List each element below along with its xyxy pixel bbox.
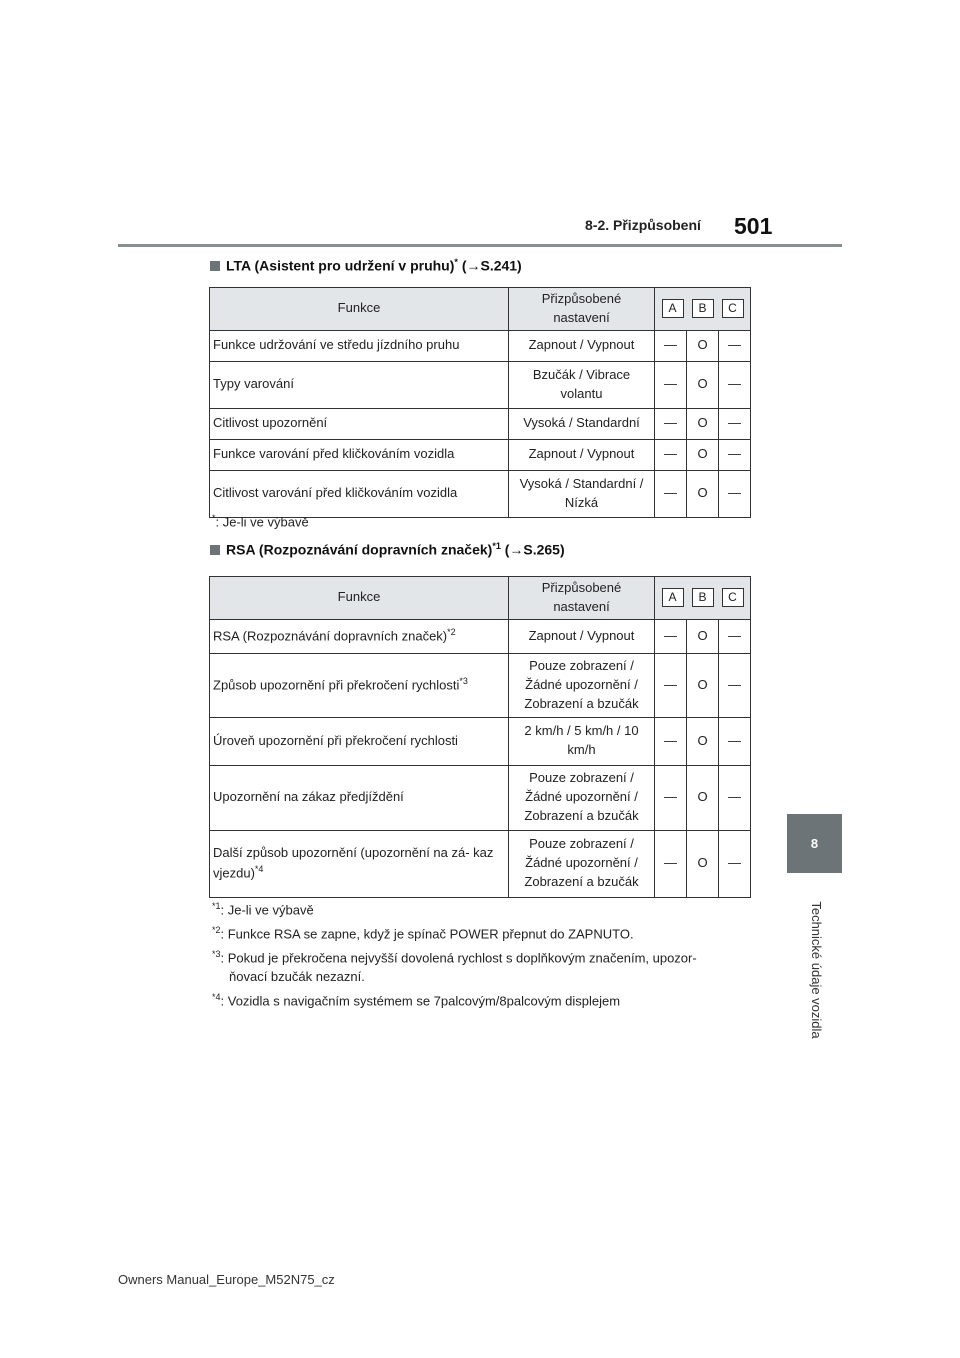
mark-c: — [719, 330, 751, 361]
square-bullet-icon [210, 261, 220, 271]
mark-b: O [687, 619, 719, 653]
footnote-text: : Pokud je překročena nejvyšší dovolená rychlost s doplňkovým značením, upozor- [220, 949, 697, 965]
lta-title-footnote: * [454, 257, 458, 267]
table-row [210, 439, 751, 470]
function-label: Citlivost upozornění [213, 415, 328, 431]
mark-a: — [655, 619, 687, 653]
page-number: 501 [734, 213, 773, 239]
function-cell [210, 830, 509, 897]
mark-a: — [655, 408, 687, 439]
mark-a: — [655, 830, 687, 897]
function-cell [210, 765, 509, 830]
abc-box-c: C [722, 588, 744, 607]
function-cell [210, 619, 509, 653]
mark-c: — [719, 470, 751, 517]
mark-c: — [719, 408, 751, 439]
rsa-table [209, 576, 751, 898]
setting-cell: Zapnout / Vypnout [509, 330, 655, 361]
function-label: Upozornění na zákaz předjíždění [213, 789, 404, 805]
col-setting: Přizpůsobené nastavení [509, 288, 655, 331]
rsa-footnotes [212, 900, 752, 1015]
lta-heading [210, 257, 522, 274]
setting-cell: Zapnout / Vypnout [509, 619, 655, 653]
mark-b: O [687, 330, 719, 361]
setting-cell: 2 km/h / 5 km/h / 10 km/h [509, 717, 655, 765]
section-title: 8-2. Přizpůsobení [585, 217, 701, 233]
mark-b: O [687, 361, 719, 408]
mark-a: — [655, 717, 687, 765]
footnote-item [212, 924, 752, 944]
mark-c: — [719, 361, 751, 408]
function-label: Funkce udržování ve středu jízdního pruhu [213, 337, 460, 353]
function-cell [210, 408, 509, 439]
rsa-title-footnote: *1 [492, 541, 501, 551]
mark-a: — [655, 439, 687, 470]
mark-c: — [719, 619, 751, 653]
lta-table [209, 287, 751, 518]
header-divider [118, 244, 842, 247]
lta-title: LTA (Asistent pro udržení v pruhu) [226, 257, 455, 274]
footnote-item [212, 991, 752, 1011]
function-label: Citlivost varování před kličkováním vozidla [213, 485, 458, 501]
table-row [210, 653, 751, 717]
footnote-item [212, 948, 752, 987]
function-label: RSA (Rozpoznávání dopravních značek) [213, 628, 448, 644]
setting-cell: Zapnout / Vypnout [509, 439, 655, 470]
chapter-tab-label: Technické údaje vozidla [809, 901, 824, 1039]
mark-c: — [719, 653, 751, 717]
col-function: Funkce [210, 288, 509, 331]
lta-page-ref[interactable]: (→S.241) [461, 257, 522, 274]
table-row [210, 830, 751, 897]
function-label: Funkce varování před kličkováním vozidla [213, 446, 455, 462]
row-footnote-mark: *3 [459, 676, 468, 687]
function-label: Typy varování [213, 376, 294, 392]
setting-cell: Pouze zobrazení / Žádné upozornění / Zobrazení a bzučák [509, 830, 655, 897]
rsa-heading [210, 541, 565, 558]
abc-box-a: A [662, 299, 684, 318]
footnote-continuation: ňovací bzučák nezazní. [229, 969, 365, 985]
footnote-text: : Je-li ve výbavě [220, 902, 314, 918]
col-setting: Přizpůsobené nastavení [509, 577, 655, 620]
table-row [210, 330, 751, 361]
function-label: Úroveň upozornění při překročení rychlosti [213, 732, 458, 748]
footnote-mark: *2 [212, 924, 221, 935]
mark-b: O [687, 439, 719, 470]
setting-cell: Vysoká / Standardní [509, 408, 655, 439]
abc-box-a: A [662, 588, 684, 607]
abc-box-b: B [692, 588, 714, 607]
setting-cell: Pouze zobrazení / Žádné upozornění / Zobrazení a bzučák [509, 653, 655, 717]
setting-cell: Bzučák / Vibrace volantu [509, 361, 655, 408]
row-footnote-mark: *2 [447, 627, 456, 638]
square-bullet-icon [210, 545, 220, 555]
footnote-mark: * [212, 513, 216, 523]
chapter-tab-number: 8 [787, 814, 842, 873]
mark-b: O [687, 717, 719, 765]
mark-b: O [687, 765, 719, 830]
footnote-item [212, 900, 752, 920]
footnote-mark: *1 [212, 901, 221, 911]
footnote-mark: *4 [212, 991, 221, 1002]
setting-cell: Vysoká / Standardní / Nízká [509, 470, 655, 517]
mark-a: — [655, 361, 687, 408]
table-row [210, 717, 751, 765]
function-cell [210, 470, 509, 517]
rsa-page-ref[interactable]: (→S.265) [504, 541, 565, 558]
col-function: Funkce [210, 577, 509, 620]
col-abc [655, 288, 751, 331]
footnote-text: : Je-li ve výbavě [215, 514, 309, 530]
mark-a: — [655, 653, 687, 717]
table-row [210, 619, 751, 653]
mark-c: — [719, 717, 751, 765]
mark-c: — [719, 830, 751, 897]
footnote-text: : Vozidla s navigačním systémem se 7palcovým/8palcovým displejem [220, 993, 621, 1009]
row-footnote-mark: *4 [254, 864, 264, 875]
mark-b: O [687, 653, 719, 717]
lta-footnote [212, 512, 752, 532]
function-cell [210, 717, 509, 765]
mark-a: — [655, 470, 687, 517]
setting-cell: Pouze zobrazení / Žádné upozornění / Zobrazení a bzučák [509, 765, 655, 830]
table-row [210, 361, 751, 408]
footnote-text: : Funkce RSA se zapne, když je spínač POWER přepnut do ZAPNUTO. [220, 926, 634, 942]
function-label: Způsob upozornění při překročení rychlosti [213, 677, 460, 693]
function-cell [210, 439, 509, 470]
mark-c: — [719, 765, 751, 830]
function-cell [210, 361, 509, 408]
rsa-title: RSA (Rozpoznávání dopravních značek) [226, 541, 493, 558]
mark-b: O [687, 470, 719, 517]
mark-b: O [687, 830, 719, 897]
abc-box-c: C [722, 299, 744, 318]
function-label: Další způsob upozornění (upozornění na zá- kaz vjezdu) [213, 845, 494, 881]
function-cell [210, 330, 509, 361]
mark-a: — [655, 765, 687, 830]
table-row [210, 470, 751, 517]
mark-b: O [687, 408, 719, 439]
table-row [210, 408, 751, 439]
mark-c: — [719, 439, 751, 470]
abc-box-b: B [692, 299, 714, 318]
table-row [210, 765, 751, 830]
footnote-mark: *3 [212, 948, 221, 959]
col-abc [655, 577, 751, 620]
mark-a: — [655, 330, 687, 361]
function-cell [210, 653, 509, 717]
footer-doc-id: Owners Manual_Europe_M52N75_cz [118, 1272, 335, 1287]
